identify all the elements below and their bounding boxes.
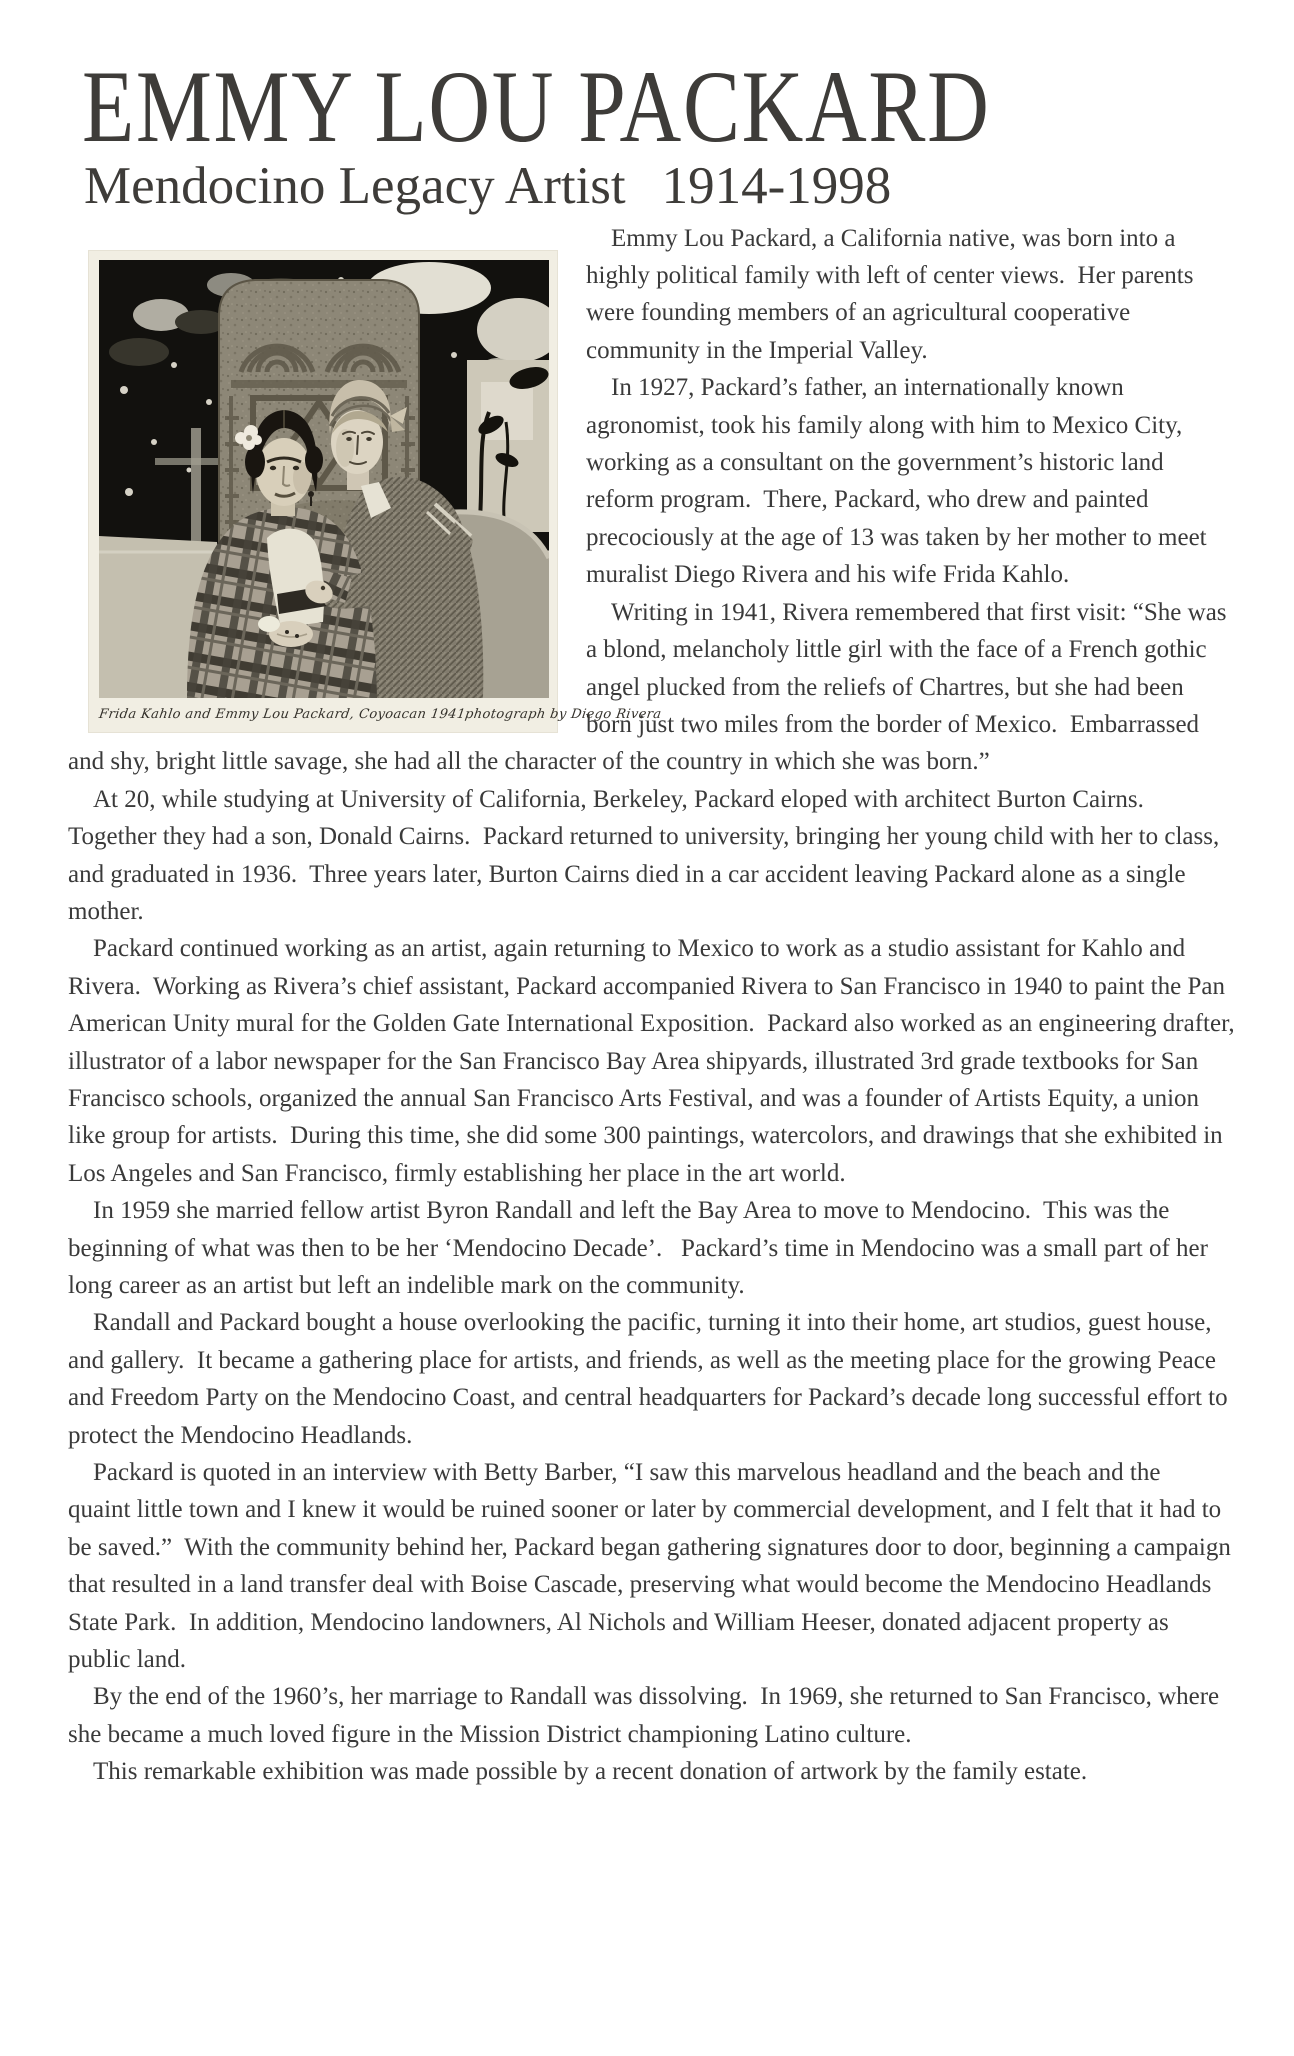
photo-image — [99, 260, 549, 698]
paragraph: In 1927, Packard’s father, an internationally known agronomist, took his family along with him to Mexico City, working as a consultant on the government’s historic land reform program. There, Packard, who drew and painted precociously at the age of 13 was taken by her mother to meet muralist Diego Rivera and his wife Frida Kahlo. — [586, 374, 1213, 589]
document-page — [0, 50, 1294, 1791]
paragraph: This remarkable exhibition was made possible by a recent donation of artwork by the family estate. — [93, 1758, 1088, 1786]
page-title: EMMY LOU PACKARD — [82, 50, 991, 164]
paragraph: Writing in 1941, Rivera remembered that first visit: “She was a blond, melancholy little girl with the face of a French gothic angel plucked from the reliefs of Chartres, but she had been born just two miles from the border of Mexico. Embarrassed and shy, bright little savage, she had all the character of the country in which she was born.” — [68, 598, 1233, 776]
photo-caption-right: photograph by Diego Rivera — [464, 707, 663, 723]
paragraph: By the end of the 1960’s, her marriage to Randall was dissolving. In 1969, she returned to San Francisco, where she became a much loved figure in the Mission District championing Latino culture. — [68, 1683, 1226, 1748]
paragraph: At 20, while studying at University of California, Berkeley, Packard eloped with architect Burton Cairns. Together they had a son, Donald Cairns. Packard returned to university, bringing her young child with her to class, and graduated in 1936. Three years later, Burton Cairns died in a car accident leaving Packard alone as a single mother. — [68, 785, 1226, 925]
subtitle-years: 1914-1998 — [661, 157, 892, 215]
paragraph: Packard continued working as an artist, again returning to Mexico to work as a studio assistant for Kahlo and Rivera. Working as Rivera’s chief assistant, Packard accompanied Rivera to San Francisco in 1940 to paint the Pan American Unity mural for the Golden Gate International Exposition. Packard also worked as an engineering drafter, illustrator of a labor newspaper for the San Francisco Bay Area shipyards, illustrated 3rd grade textbooks for San Francisco schools, organized the annual San Francisco Arts Festival, and was a founder of Artists Equity, a union like group for artists. During this time, she did some 300 paintings, watercolors, and drawings that she exhibited in Los Angeles and San Francisco, firmly establishing her place in the art world. — [68, 935, 1241, 1187]
paragraph: Packard is quoted in an interview with Betty Barber, “I saw this marvelous headland and the beach and the quaint little town and I knew it would be ruined sooner or later by commercial development, and I felt that it had to be saved.” With the community behind her, Packard began gathering signatures door to door, beginning a campaign that resulted in a land transfer deal with Boise Cascade, preserving what would become the Mendocino Headlands State Park. In addition, Mendocino landowners, Al Nichols and William Heeser, donated adjacent property as public land. — [68, 1459, 1238, 1674]
paragraph: In 1959 she married fellow artist Byron Randall and left the Bay Area to move to Mendocino. This was the beginning of what was then to be her ‘Mendocino Decade’. Packard’s time in Mendocino was a small part of her long career as an artist but left an indelible mark on the community. — [68, 1197, 1215, 1300]
frida-emmy-photograph — [88, 250, 663, 733]
paragraph: Emmy Lou Packard, a California native, was born into a highly political family with left of center views. Her parents were founding members of an agricultural cooperative community in the Imperial Valley. — [586, 224, 1200, 364]
article-body — [68, 220, 1241, 1791]
paragraph: Randall and Packard bought a house overlooking the pacific, turning it into their home, art studios, guest house, and gallery. It became a gathering place for artists, and friends, as well as the meeting place for the growing Peace and Freedom Party on the Mendocino Coast, and central headquarters for Packard’s decade long successful effort to protect the Mendocino Headlands. — [68, 1309, 1234, 1449]
photo-caption — [97, 698, 663, 733]
photo-caption-left: Frida Kahlo and Emmy Lou Packard, Coyoacan 1941 — [97, 707, 467, 723]
subtitle-text: Mendocino Legacy Artist — [84, 157, 626, 215]
page-subtitle — [84, 159, 1235, 215]
